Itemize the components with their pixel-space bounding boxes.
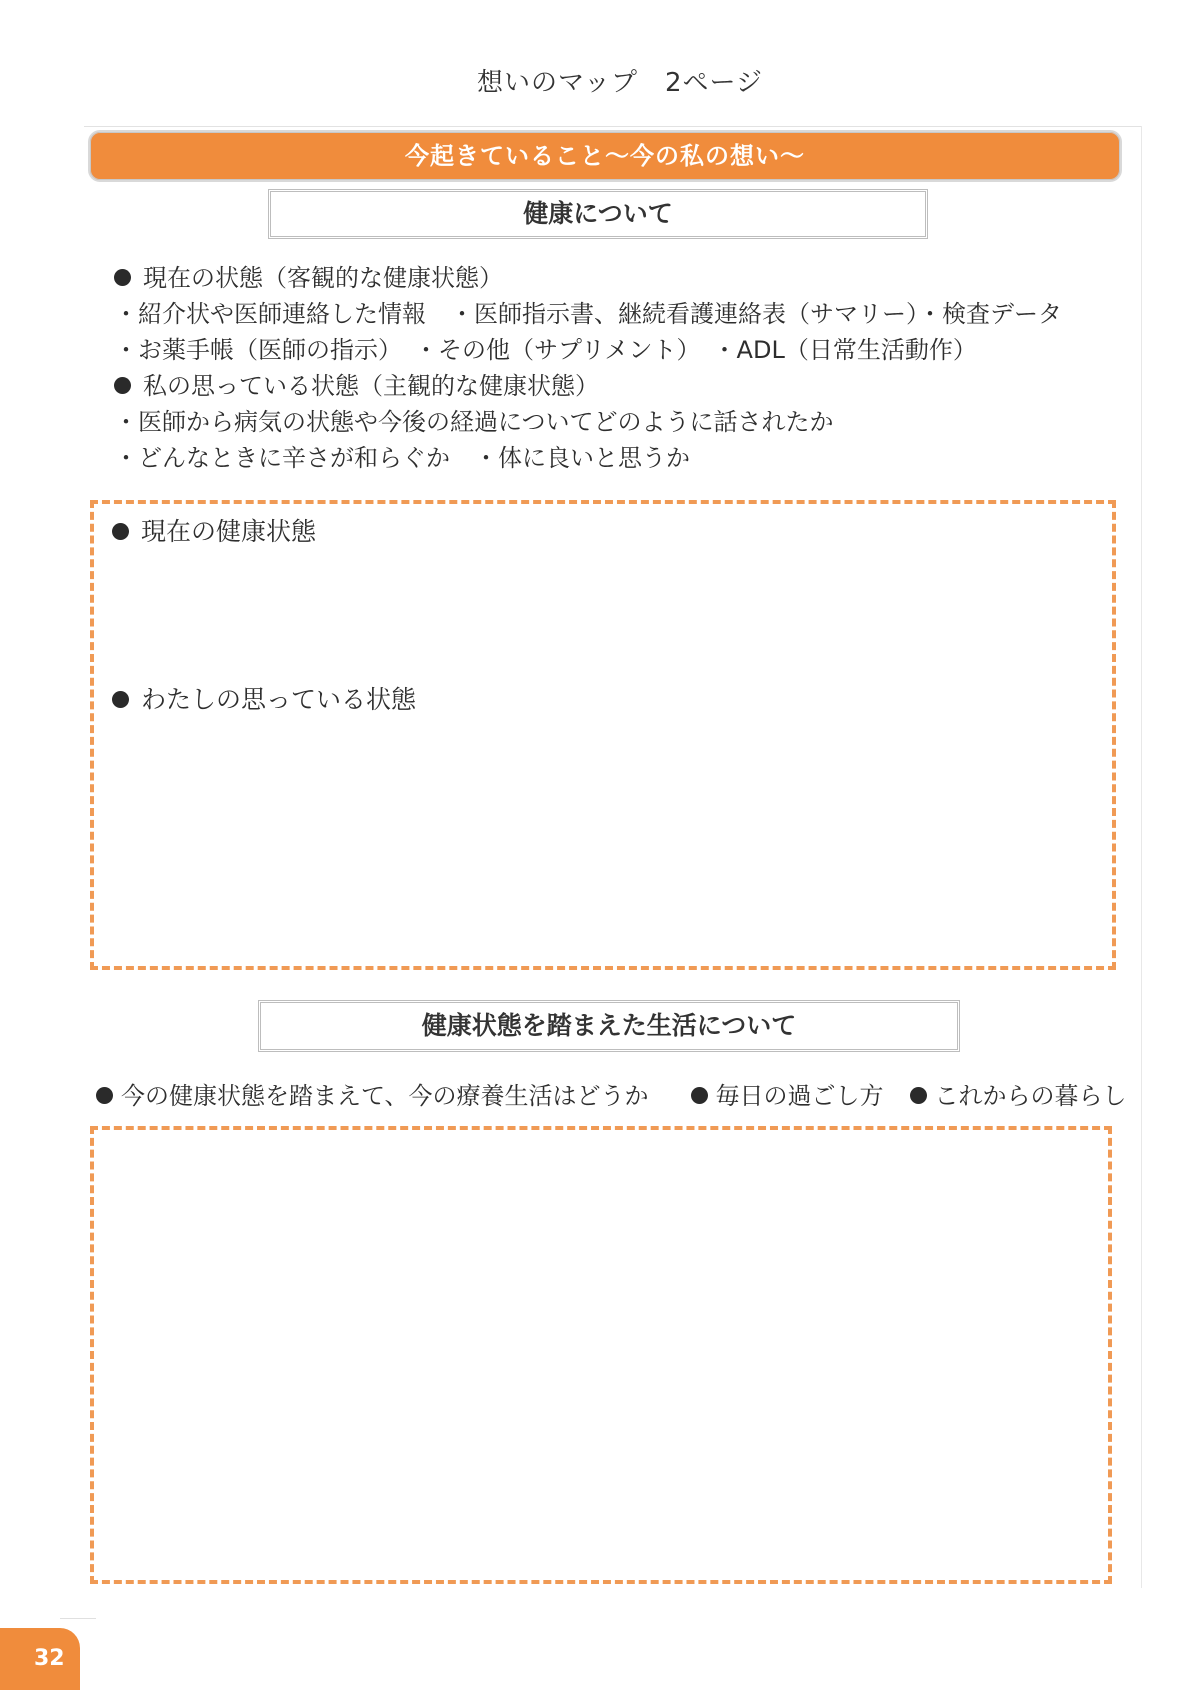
life-entry-box[interactable] xyxy=(90,1126,1112,1584)
section-banner: 今起きていること～今の私の想い～ xyxy=(88,130,1122,182)
health-line-sources-1: ・紹介状や医師連絡した情報 ・医師指示書、継続看護連絡表（サマリー）・検査データ xyxy=(114,300,1062,328)
life-bullet-text: これからの暮らし xyxy=(934,1082,1127,1110)
health-line-text: 私の思っている状態（主観的な健康状態） xyxy=(143,372,599,400)
life-bullet-item xyxy=(910,1076,1127,1111)
life-bullet-item xyxy=(691,1076,884,1111)
bullet-icon xyxy=(114,377,131,394)
health-box-label-current xyxy=(112,512,316,548)
health-line-doctor-talk: ・医師から病気の状態や今後の経過についてどのように話されたか xyxy=(114,408,834,436)
bullet-icon xyxy=(691,1087,708,1104)
health-line-comfort: ・どんなときに辛さが和らぐか ・体に良いと思うか xyxy=(114,444,690,472)
box-label-text: 現在の健康状態 xyxy=(141,517,317,546)
bullet-icon xyxy=(112,691,129,708)
bullet-icon xyxy=(96,1087,113,1104)
life-bullets xyxy=(96,1076,1127,1111)
tab-line xyxy=(60,1618,96,1619)
health-line-my-view xyxy=(114,366,599,401)
page-number: 32 xyxy=(34,1646,65,1671)
box-label-text: わたしの思っている状態 xyxy=(141,685,417,714)
page-title: 想いのマップ 2ページ xyxy=(477,68,763,98)
health-line-current-state xyxy=(114,258,503,293)
life-bullet-item xyxy=(96,1076,649,1111)
bullet-icon xyxy=(114,269,131,286)
health-entry-box[interactable] xyxy=(90,500,1116,970)
frame-line-right xyxy=(1141,126,1142,1588)
health-line-sources-2: ・お薬手帳（医師の指示） ・その他（サプリメント） ・ADL（日常生活動作） xyxy=(114,336,977,364)
bullet-icon xyxy=(112,523,129,540)
health-heading: 健康について xyxy=(268,189,928,239)
life-bullet-text: 毎日の過ごし方 xyxy=(715,1082,884,1110)
health-box-label-mine xyxy=(112,680,416,716)
frame-line-top xyxy=(84,126,1142,127)
life-heading: 健康状態を踏まえた生活について xyxy=(258,1000,960,1052)
life-bullet-text: 今の健康状態を踏まえて、今の療養生活はどうか xyxy=(121,1082,649,1110)
bullet-icon xyxy=(910,1087,927,1104)
health-line-text: 現在の状態（客観的な健康状態） xyxy=(143,264,503,292)
